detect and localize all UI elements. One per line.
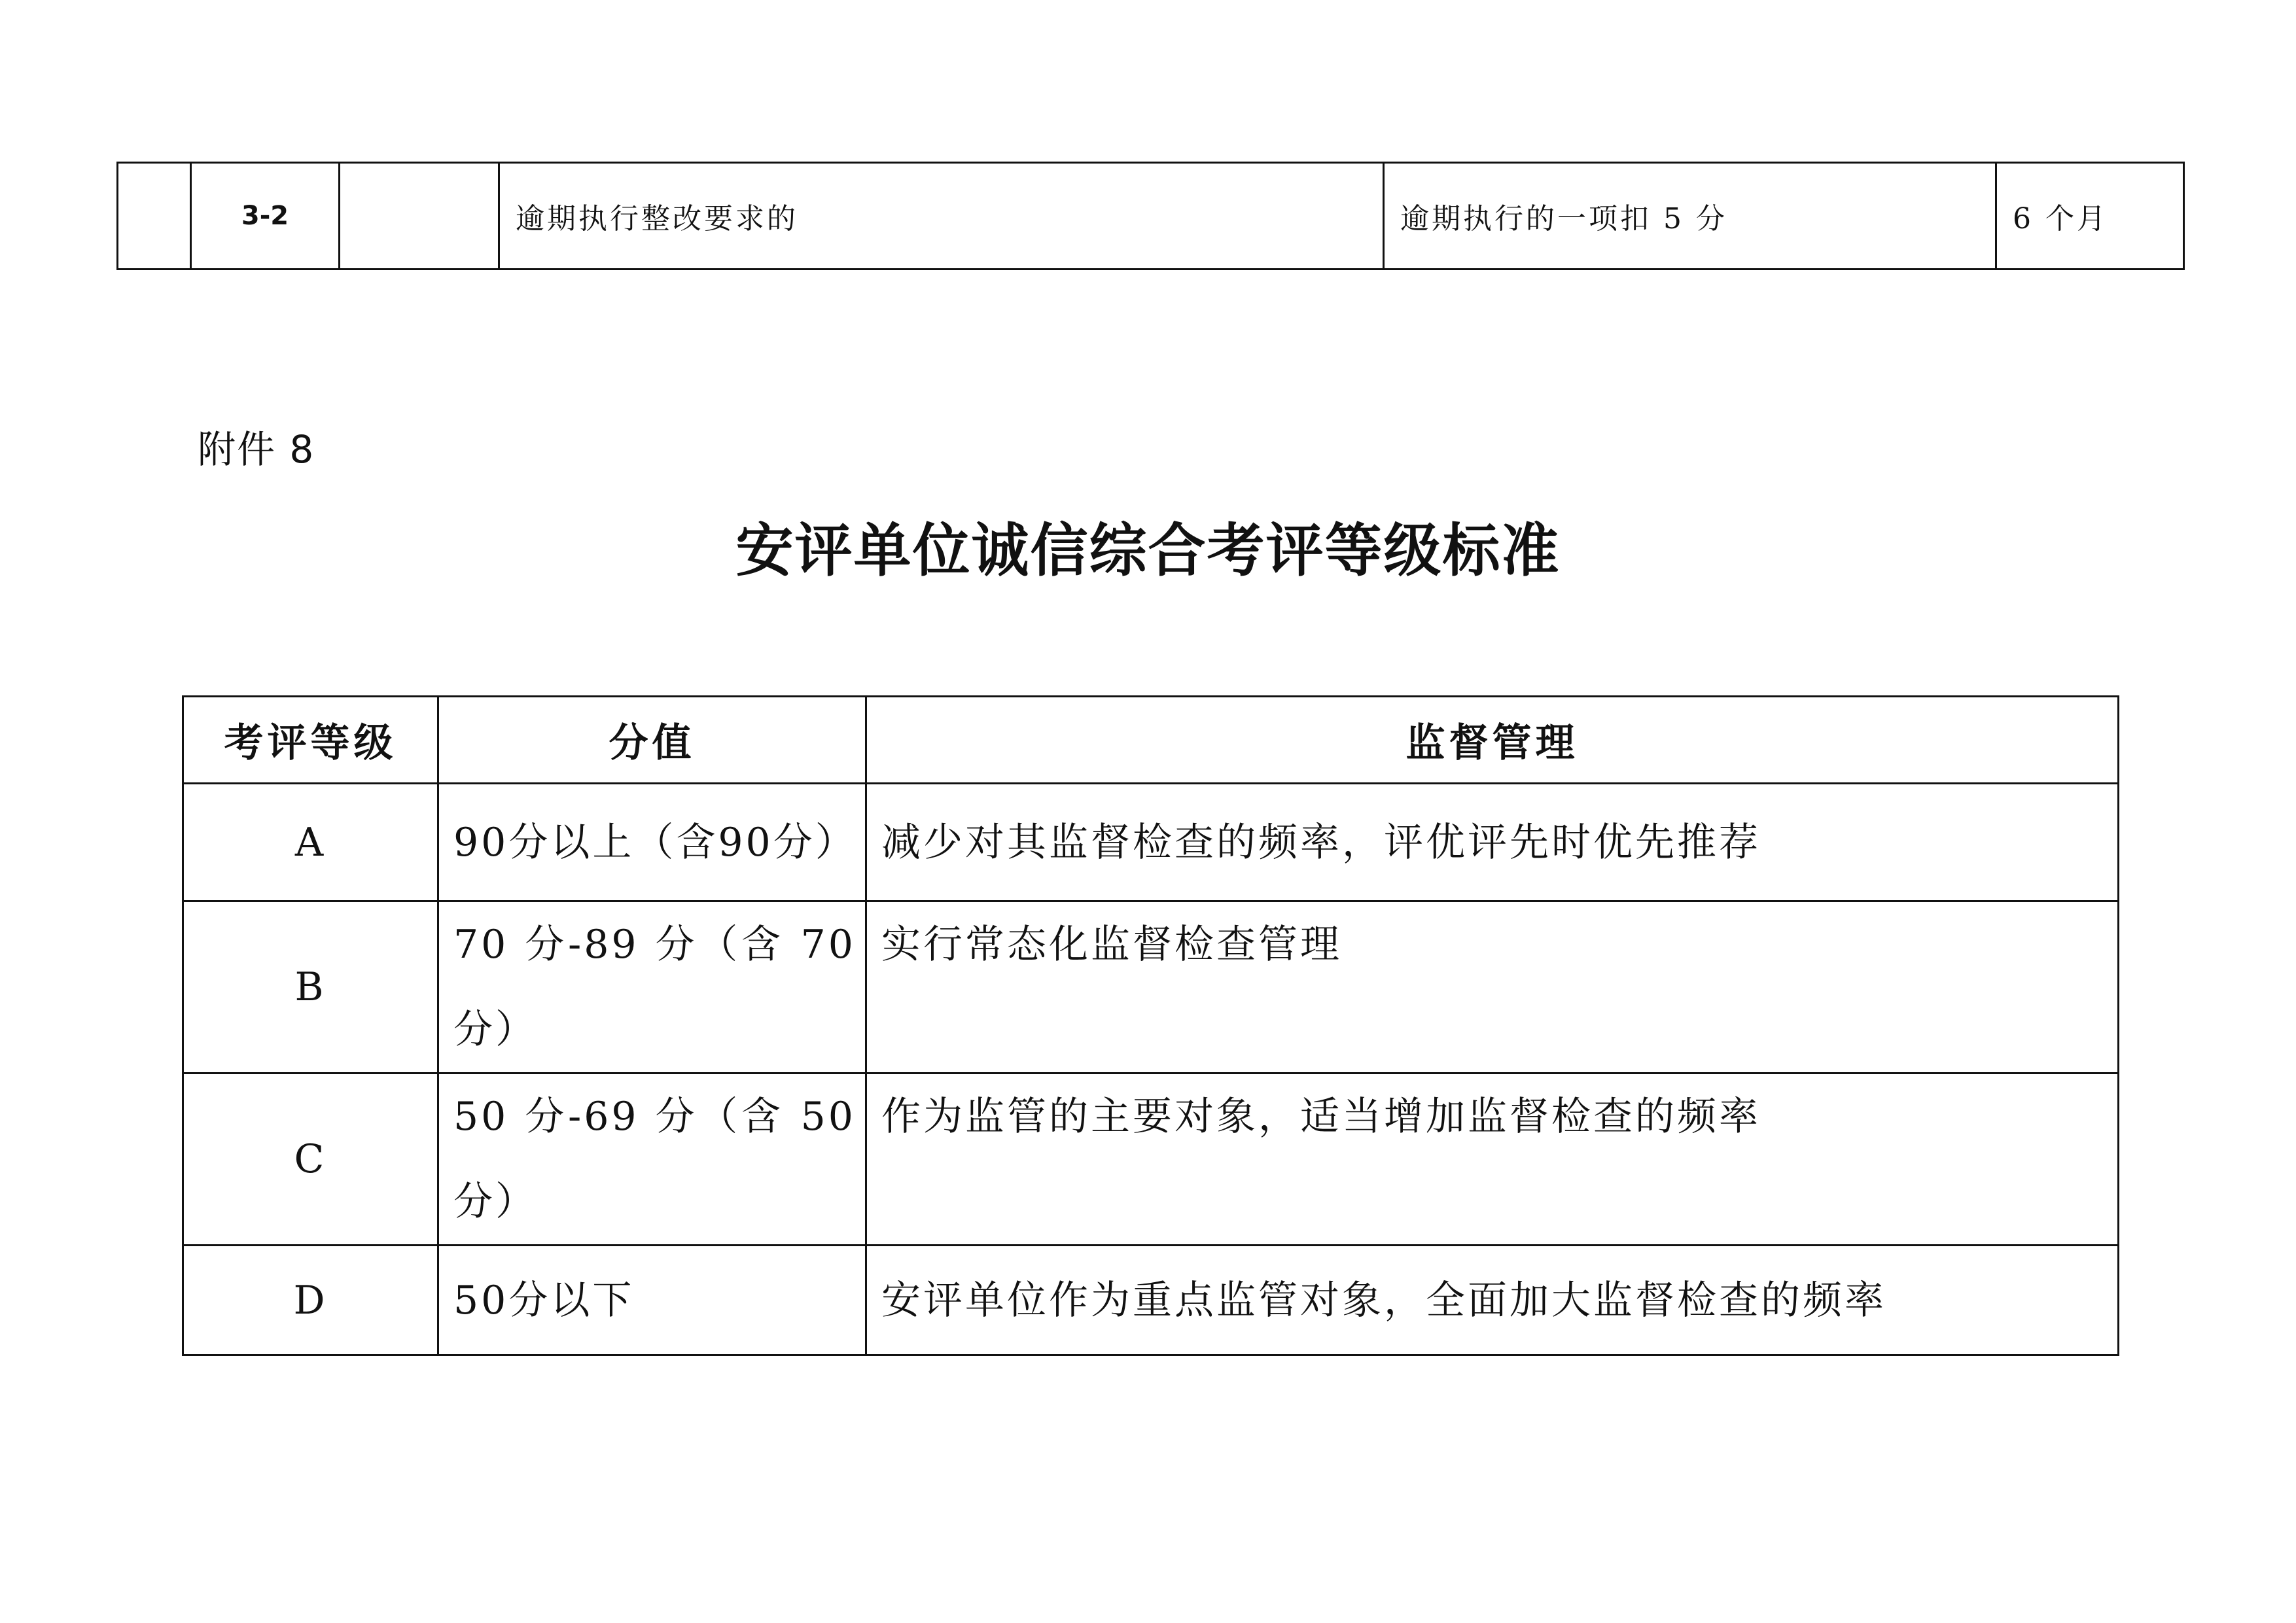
table-row bbox=[183, 784, 2119, 901]
deduction-rule: 逾期执行的一项扣 5 分 bbox=[1384, 163, 1996, 270]
header-management: 监督管理 bbox=[866, 697, 2119, 784]
grade-level: A bbox=[183, 784, 438, 901]
grade-score: 70 分-89 分（含 70 分） bbox=[438, 901, 866, 1073]
grade-level: B bbox=[183, 901, 438, 1073]
table-row bbox=[183, 1246, 2119, 1355]
grade-management: 作为监管的主要对象，适当增加监督检查的频率 bbox=[866, 1073, 2119, 1246]
table-header-row bbox=[183, 697, 2119, 784]
continuation-table bbox=[116, 162, 2185, 270]
header-score: 分值 bbox=[438, 697, 866, 784]
table-row bbox=[118, 163, 2184, 270]
grade-standard-table bbox=[182, 695, 2119, 1356]
table-row bbox=[183, 1073, 2119, 1246]
grade-score: 90分以上（含90分） bbox=[438, 784, 866, 901]
grade-level: C bbox=[183, 1073, 438, 1246]
page-title: 安评单位诚信综合考评等级标准 bbox=[735, 516, 1561, 584]
grade-score: 50分以下 bbox=[438, 1246, 866, 1355]
validity-period: 6 个月 bbox=[1996, 163, 2184, 270]
grade-score: 50 分-69 分（含 50 分） bbox=[438, 1073, 866, 1246]
grade-management: 安评单位作为重点监管对象，全面加大监督检查的频率 bbox=[866, 1246, 2119, 1355]
empty-cell bbox=[118, 163, 191, 270]
empty-cell bbox=[340, 163, 499, 270]
grade-level: D bbox=[183, 1246, 438, 1355]
grade-management: 减少对其监督检查的频率，评优评先时优先推荐 bbox=[866, 784, 2119, 901]
item-description: 逾期执行整改要求的 bbox=[499, 163, 1384, 270]
attachment-label: 附件 8 bbox=[198, 427, 315, 472]
header-grade: 考评等级 bbox=[183, 697, 438, 784]
item-code: 3-2 bbox=[191, 163, 340, 270]
grade-management: 实行常态化监督检查管理 bbox=[866, 901, 2119, 1073]
table-row bbox=[183, 901, 2119, 1073]
